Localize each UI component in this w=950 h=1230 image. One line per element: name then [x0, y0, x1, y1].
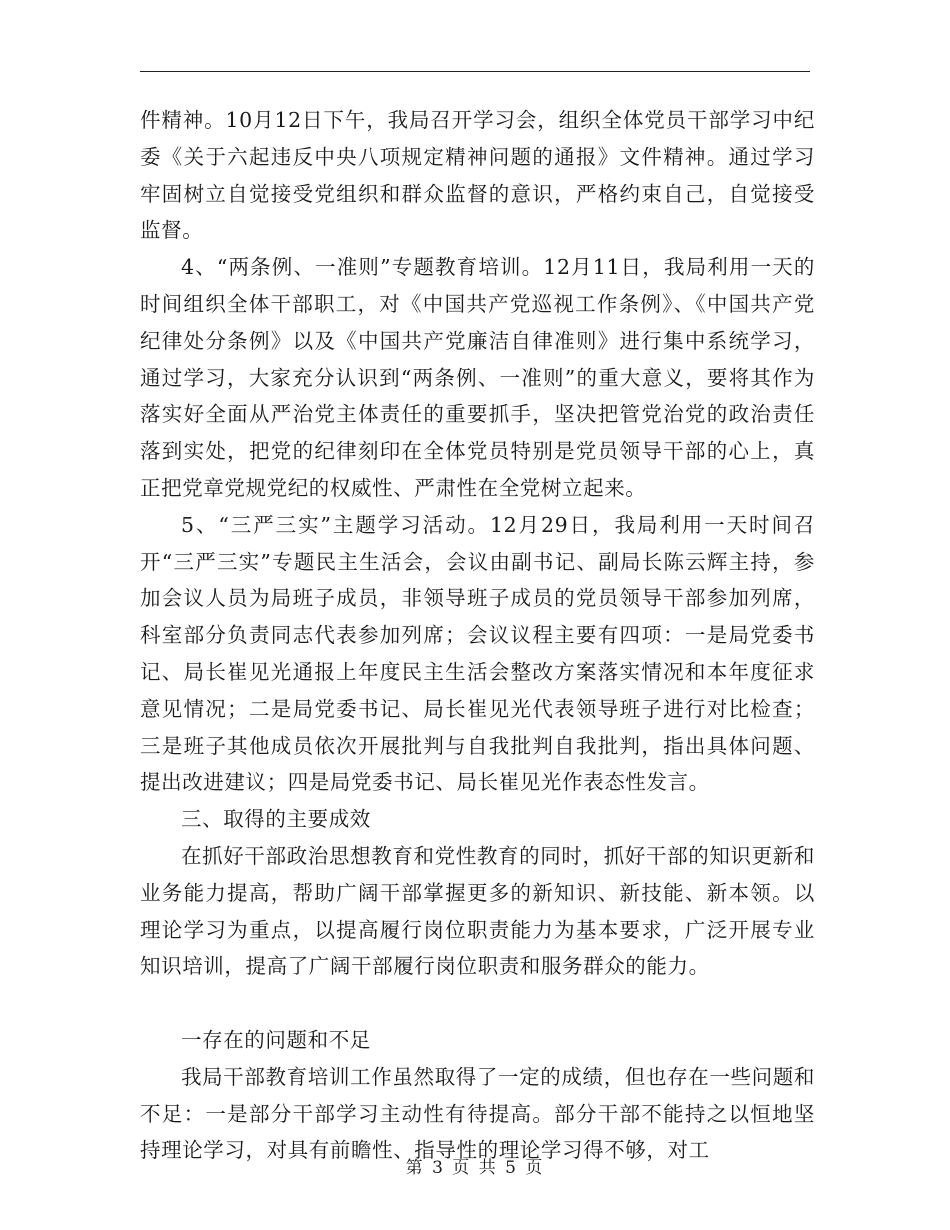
- paragraph-5: 我局干部教育培训工作虽然取得了一定的成绩，但也存在一些问题和不足：一是部分干部学习主动性有待提高。部分干部不能持之以恒地坚持理论学习，对具有前瞻性、指导性的理论学习得不够，对工: [140, 1064, 815, 1163]
- paragraph-3: 5、“三严三实”主题学习活动。12月29日，我局利用一天时间召开“三严三实”专题民主生活会，会议由副书记、副局长陈云辉主持，参加会议人员为局班子成员，非领导班子成员的党员领导干部参加列席，科室部分负责同志代表参加列席；会议议程主要有四项：一是局党委书记、局长崔见光通报上年度民主生活会整改方案落实情况和本年度征求意见情况；二是局党委书记、局长崔见光代表领导班子进行对比检查；三是班子其他成员依次开展批判与自我批判自我批判，指出具体问题、提出改进建议；四是局党委书记、局长崔见光作表态性发言。: [140, 512, 815, 795]
- paragraph-1: 件精神。10月12日下午，我局召开学习会，组织全体党员干部学习中纪委《关于六起违反中央八项规定精神问题的通报》文件精神。通过学习牢固树立自觉接受党组织和群众监督的意识，严格约束自己，自觉接受监督。: [140, 108, 815, 243]
- page-number: 第 3 页 共 5 页: [405, 1158, 545, 1178]
- blank-line: [140, 985, 815, 1022]
- section-heading-achievements: 三、取得的主要成效: [181, 807, 371, 832]
- paragraph-4: 在抓好干部政治思想教育和党性教育的同时，抓好干部的知识更新和业务能力提高，帮助广阔干部掌握更多的新知识、新技能、新本领。以理论学习为重点，以提高履行岗位职责能力为基本要求，广泛开展专业知识培训，提高了广阔干部履行岗位职责和服务群众的能力。: [140, 843, 815, 979]
- document-body: [140, 102, 815, 1169]
- section-heading-problems: 一存在的问题和不足: [181, 1027, 371, 1052]
- paragraph-2: 4、“两条例、一准则”专题教育培训。12月11日，我局利用一天的时间组织全体干部职工，对《中国共产党巡视工作条例》、《中国共产党纪律处分条例》以及《中国共产党廉洁自律准则》进行集中系统学习，通过学习，大家充分认识到“两条例、一准则”的重大意义，要将其作为落实好全面从严治党主体责任的重要抓手，坚决把管党治党的政治责任落到实处，把党的纪律刻印在全体党员特别是党员领导干部的心上，真正把党章党规党纪的权威性、严肃性在全党树立起来。: [140, 255, 815, 500]
- header-rule: [140, 71, 810, 72]
